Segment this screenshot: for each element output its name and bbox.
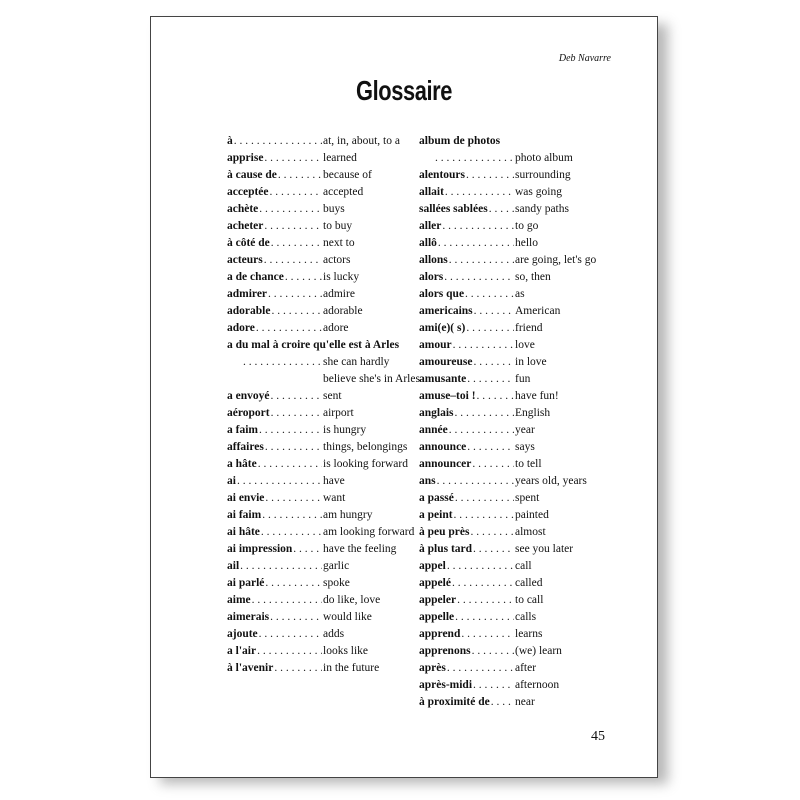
- glossary-definition: to buy: [323, 220, 353, 232]
- dot-leader: [271, 235, 322, 252]
- glossary-term: à côté de: [227, 237, 270, 249]
- glossary-definition: near: [515, 696, 535, 708]
- glossary-term: amuse–toi !: [419, 390, 476, 402]
- dot-leader: [259, 201, 322, 218]
- dot-leader: [271, 405, 322, 422]
- page-title: Glossaire: [355, 75, 453, 106]
- dot-leader: [474, 303, 514, 320]
- glossary-entry: [227, 337, 423, 354]
- dot-leader: [237, 473, 322, 490]
- glossary-definition: to tell: [515, 458, 542, 470]
- glossary-entry: [419, 694, 615, 711]
- glossary-definition: surrounding: [515, 169, 571, 181]
- glossary-definition: fun: [515, 373, 531, 385]
- glossary-definition: in love: [515, 356, 547, 368]
- glossary-entry: [227, 201, 423, 218]
- glossary-definition: sandy paths: [515, 203, 569, 215]
- dot-leader: [453, 337, 514, 354]
- glossary-term: ail: [227, 560, 240, 572]
- glossary-definition: friend: [515, 322, 543, 334]
- dot-leader: [256, 320, 322, 337]
- dot-leader: [264, 218, 322, 235]
- dot-leader: [285, 269, 322, 286]
- glossary-definition: buys: [323, 203, 345, 215]
- glossary-definition: adore: [323, 322, 349, 334]
- glossary-entry: [419, 150, 615, 167]
- glossary-definition: airport: [323, 407, 354, 419]
- glossary-definition: painted: [515, 509, 549, 521]
- dot-leader: [470, 524, 514, 541]
- glossary-term: aimerais: [227, 611, 270, 623]
- dot-leader: [491, 694, 514, 711]
- glossary-entry: [227, 592, 423, 609]
- dot-leader: [442, 218, 514, 235]
- glossary-entry: [419, 575, 615, 592]
- glossary-entry: [227, 456, 423, 473]
- glossary-entry: [227, 133, 423, 150]
- glossary-term: a hâte: [227, 458, 257, 470]
- glossary-term: aime: [227, 594, 251, 606]
- glossary-entry: [419, 660, 615, 677]
- dot-leader: [270, 609, 322, 626]
- dot-leader: [473, 354, 514, 371]
- glossary-entry: [419, 541, 615, 558]
- glossary-term: americains: [419, 305, 473, 317]
- glossary-entry: [227, 643, 423, 660]
- glossary-entry: [419, 269, 615, 286]
- glossary-entry: [419, 286, 615, 303]
- glossary-term: appel: [419, 560, 446, 572]
- glossary-entry: [227, 660, 423, 677]
- glossary-entry: [419, 252, 615, 269]
- glossary-term: ai faim: [227, 509, 262, 521]
- dot-leader: [472, 643, 514, 660]
- glossary-definition: next to: [323, 237, 355, 249]
- glossary-term: a du mal à croire qu'elle est à Arles: [227, 339, 400, 351]
- glossary-term: amoureuse: [419, 356, 473, 368]
- glossary-definition: English: [515, 407, 551, 419]
- glossary-definition: admire: [323, 288, 355, 300]
- glossary-term: achète: [227, 203, 259, 215]
- glossary-definition: years old, years: [515, 475, 587, 487]
- glossary-entry: [227, 218, 423, 235]
- dot-leader: [467, 371, 514, 388]
- glossary-definition: calls: [515, 611, 537, 623]
- glossary-entry: [227, 303, 423, 320]
- book-page: [150, 16, 658, 778]
- glossary-entry: [227, 422, 423, 439]
- glossary-entry: [419, 558, 615, 575]
- glossary-entry: [419, 490, 615, 507]
- glossary-definition: learns: [515, 628, 543, 640]
- dot-leader: [447, 558, 514, 575]
- glossary-term: acheter: [227, 220, 264, 232]
- dot-leader: [455, 405, 514, 422]
- dot-leader: [452, 575, 514, 592]
- dot-leader: [271, 303, 322, 320]
- glossary-term: alors: [419, 271, 444, 283]
- glossary-definition: sent: [323, 390, 342, 402]
- glossary-term: après: [419, 662, 446, 674]
- glossary-entry: [419, 439, 615, 456]
- dot-leader: [447, 660, 514, 677]
- dot-leader: [252, 592, 322, 609]
- glossary-term: appelé: [419, 577, 451, 589]
- dot-leader: [438, 235, 514, 252]
- dot-leader: [259, 422, 322, 439]
- dot-leader: [461, 626, 514, 643]
- glossary-term: acteurs: [227, 254, 263, 266]
- glossary-definition: (we) learn: [515, 645, 562, 657]
- glossary-term: apprenons: [419, 645, 471, 657]
- glossary-term: amour: [419, 339, 452, 351]
- glossary-entry: [227, 439, 423, 456]
- glossary-term: allait: [419, 186, 444, 198]
- dot-leader: [264, 150, 322, 167]
- glossary-definition: was going: [515, 186, 562, 198]
- glossary-entry: [419, 320, 615, 337]
- glossary-entry: [419, 235, 615, 252]
- dot-leader: [259, 626, 322, 643]
- glossary-definition: American: [515, 305, 561, 317]
- glossary-term: ai impression: [227, 543, 293, 555]
- glossary-term: amusante: [419, 373, 467, 385]
- glossary-entry: [227, 473, 423, 490]
- dot-leader: [234, 133, 322, 150]
- glossary-term: à proximité de: [419, 696, 490, 708]
- glossary-entry: [419, 184, 615, 201]
- glossary-term: ajoute: [227, 628, 258, 640]
- glossary-definition: in the future: [323, 662, 380, 674]
- glossary-definition: adorable: [323, 305, 363, 317]
- glossary-entry: [419, 422, 615, 439]
- glossary-term: anglais: [419, 407, 454, 419]
- dot-leader: [445, 184, 514, 201]
- glossary-column-right: [419, 133, 615, 711]
- glossary-definition: looks like: [323, 645, 369, 657]
- glossary-term: sallées sablées: [419, 203, 488, 215]
- glossary-entry: [419, 677, 615, 694]
- glossary-entry: [419, 303, 615, 320]
- glossary-entry: [419, 507, 615, 524]
- glossary-entry: [419, 609, 615, 626]
- dot-leader: [243, 354, 322, 371]
- glossary-entry: [419, 456, 615, 473]
- glossary-definition: are going, let's go: [515, 254, 597, 266]
- glossary-entry: [419, 371, 615, 388]
- glossary-term: announce: [419, 441, 467, 453]
- glossary-term: appeler: [419, 594, 457, 606]
- glossary-term: à peu près: [419, 526, 470, 538]
- dot-leader: [466, 320, 514, 337]
- glossary-term: affaires: [227, 441, 264, 453]
- dot-leader: [261, 524, 322, 541]
- dot-leader: [454, 507, 514, 524]
- glossary-entry: [227, 354, 423, 388]
- dot-leader: [278, 167, 322, 184]
- glossary-term: adorable: [227, 305, 271, 317]
- glossary-definition: afternoon: [515, 679, 560, 691]
- glossary-entry: [227, 524, 423, 541]
- glossary-term: après-midi: [419, 679, 473, 691]
- glossary-definition: see you later: [515, 543, 574, 555]
- glossary-entry: [419, 337, 615, 354]
- dot-leader: [240, 558, 322, 575]
- glossary-definition: almost: [515, 526, 546, 538]
- glossary-term: adore: [227, 322, 255, 334]
- dot-leader: [473, 541, 514, 558]
- glossary-definition: hello: [515, 237, 538, 249]
- dot-leader: [258, 456, 322, 473]
- glossary-definition: accepted: [323, 186, 364, 198]
- glossary-entry: [227, 507, 423, 524]
- dot-leader: [274, 660, 322, 677]
- dot-leader: [444, 269, 514, 286]
- dot-leader: [472, 456, 514, 473]
- glossary-definition: to call: [515, 594, 544, 606]
- glossary-term: apprend: [419, 628, 461, 640]
- glossary-definition: after: [515, 662, 537, 674]
- glossary-definition: call: [515, 560, 532, 572]
- glossary-column-left: [227, 133, 423, 677]
- glossary-term: announcer: [419, 458, 472, 470]
- glossary-entry: [227, 558, 423, 575]
- glossary-term: à plus tard: [419, 543, 473, 555]
- glossary-term: a peint: [419, 509, 453, 521]
- glossary-entry: [227, 269, 423, 286]
- glossary-entry: [227, 626, 423, 643]
- glossary-definition: at, in, about, to a: [323, 135, 400, 147]
- glossary-term: à cause de: [227, 169, 277, 181]
- glossary-term: ai hâte: [227, 526, 260, 538]
- dot-leader: [467, 439, 514, 456]
- glossary-term: ami(e)( s): [419, 322, 466, 334]
- glossary-term: a de chance: [227, 271, 284, 283]
- dot-leader: [265, 439, 322, 456]
- glossary-term: ans: [419, 475, 436, 487]
- glossary-entry: [227, 575, 423, 592]
- glossary-definition: so, then: [515, 271, 551, 283]
- glossary-definition: is looking forward: [323, 458, 408, 470]
- glossary-definition: is lucky: [323, 271, 360, 283]
- glossary-entry: [419, 626, 615, 643]
- glossary-term: ai: [227, 475, 236, 487]
- glossary-definition: spoke: [323, 577, 350, 589]
- dot-leader: [265, 490, 322, 507]
- glossary-entry: [419, 643, 615, 660]
- glossary-entry: [419, 388, 615, 405]
- glossary-term: à: [227, 135, 233, 147]
- glossary-definition: spent: [515, 492, 540, 504]
- glossary-entry: [419, 201, 615, 218]
- dot-leader: [465, 286, 514, 303]
- dot-leader: [477, 388, 514, 405]
- glossary-definition: am looking forward: [323, 526, 415, 538]
- dot-leader: [257, 643, 322, 660]
- glossary-definition: adds: [323, 628, 345, 640]
- glossary-definition: garlic: [323, 560, 350, 572]
- glossary-term: allons: [419, 254, 448, 266]
- glossary-entry: [419, 218, 615, 235]
- glossary-definition: things, belongings: [323, 441, 408, 453]
- glossary-definition: am hungry: [323, 509, 373, 521]
- glossary-term: appelle: [419, 611, 455, 623]
- dot-leader: [466, 167, 514, 184]
- glossary-entry: [419, 167, 615, 184]
- glossary-definition: to go: [515, 220, 539, 232]
- glossary-definition: love: [515, 339, 535, 351]
- glossary-definition: is hungry: [323, 424, 367, 436]
- dot-leader: [489, 201, 514, 218]
- dot-leader: [449, 252, 514, 269]
- glossary-definition: actors: [323, 254, 351, 266]
- glossary-entry: [227, 609, 423, 626]
- glossary-entry: [227, 235, 423, 252]
- dot-leader: [265, 575, 322, 592]
- glossary-term: a envoyé: [227, 390, 270, 402]
- glossary-definition: would like: [323, 611, 372, 623]
- glossary-definition: photo album: [515, 152, 573, 164]
- running-header-author: Deb Navarre: [558, 53, 611, 64]
- glossary-term: acceptée: [227, 186, 269, 198]
- glossary-entry: [227, 388, 423, 405]
- glossary-definition: she can hardly believe she's in Arles: [323, 356, 420, 385]
- glossary-term: ai envie: [227, 492, 265, 504]
- dot-leader: [457, 592, 514, 609]
- dot-leader: [262, 507, 322, 524]
- glossary-definition: year: [515, 424, 535, 436]
- dot-leader: [270, 184, 323, 201]
- glossary-definition: do like, love: [323, 594, 381, 606]
- glossary-term: album de photos: [419, 135, 501, 147]
- glossary-term: apprise: [227, 152, 264, 164]
- glossary-term: a l'air: [227, 645, 257, 657]
- dot-leader: [435, 150, 514, 167]
- glossary-term: alors que: [419, 288, 465, 300]
- glossary-entry: [227, 252, 423, 269]
- glossary-term: admirer: [227, 288, 268, 300]
- dot-leader: [264, 252, 322, 269]
- glossary-entry: [419, 524, 615, 541]
- glossary-definition: want: [323, 492, 346, 504]
- glossary-entry: [227, 167, 423, 184]
- dot-leader: [449, 422, 514, 439]
- glossary-entry: [227, 286, 423, 303]
- glossary-term: aéroport: [227, 407, 270, 419]
- glossary-term: année: [419, 424, 448, 436]
- glossary-term: à l'avenir: [227, 662, 274, 674]
- dot-leader: [473, 677, 514, 694]
- dot-leader: [455, 490, 514, 507]
- glossary-entry: [419, 405, 615, 422]
- glossary-entry: [227, 405, 423, 422]
- glossary-entry: [227, 150, 423, 167]
- dot-leader: [455, 609, 514, 626]
- glossary-term: a faim: [227, 424, 258, 436]
- glossary-definition: called: [515, 577, 543, 589]
- page-number: 45: [591, 729, 605, 744]
- glossary-term: alentours: [419, 169, 465, 181]
- glossary-definition: have: [323, 475, 345, 487]
- glossary-entry: [419, 592, 615, 609]
- dot-leader: [270, 388, 322, 405]
- glossary-entry: [227, 541, 423, 558]
- glossary-definition: because of: [323, 169, 372, 181]
- glossary-entry: [227, 320, 423, 337]
- glossary-entry: [227, 184, 423, 201]
- dot-leader: [268, 286, 322, 303]
- glossary-definition: as: [515, 288, 525, 300]
- glossary-definition: have fun!: [515, 390, 559, 402]
- glossary-term: a passé: [419, 492, 454, 504]
- glossary-entry: [419, 133, 615, 150]
- dot-leader: [293, 541, 322, 558]
- glossary-term: allô: [419, 237, 437, 249]
- dot-leader: [437, 473, 514, 490]
- glossary-entry: [419, 354, 615, 371]
- glossary-term: aller: [419, 220, 442, 232]
- glossary-term: ai parlé: [227, 577, 265, 589]
- glossary-definition: says: [515, 441, 535, 453]
- glossary-entry: [419, 473, 615, 490]
- glossary-definition: learned: [323, 152, 357, 164]
- glossary-definition: have the feeling: [323, 543, 397, 555]
- glossary-entry: [227, 490, 423, 507]
